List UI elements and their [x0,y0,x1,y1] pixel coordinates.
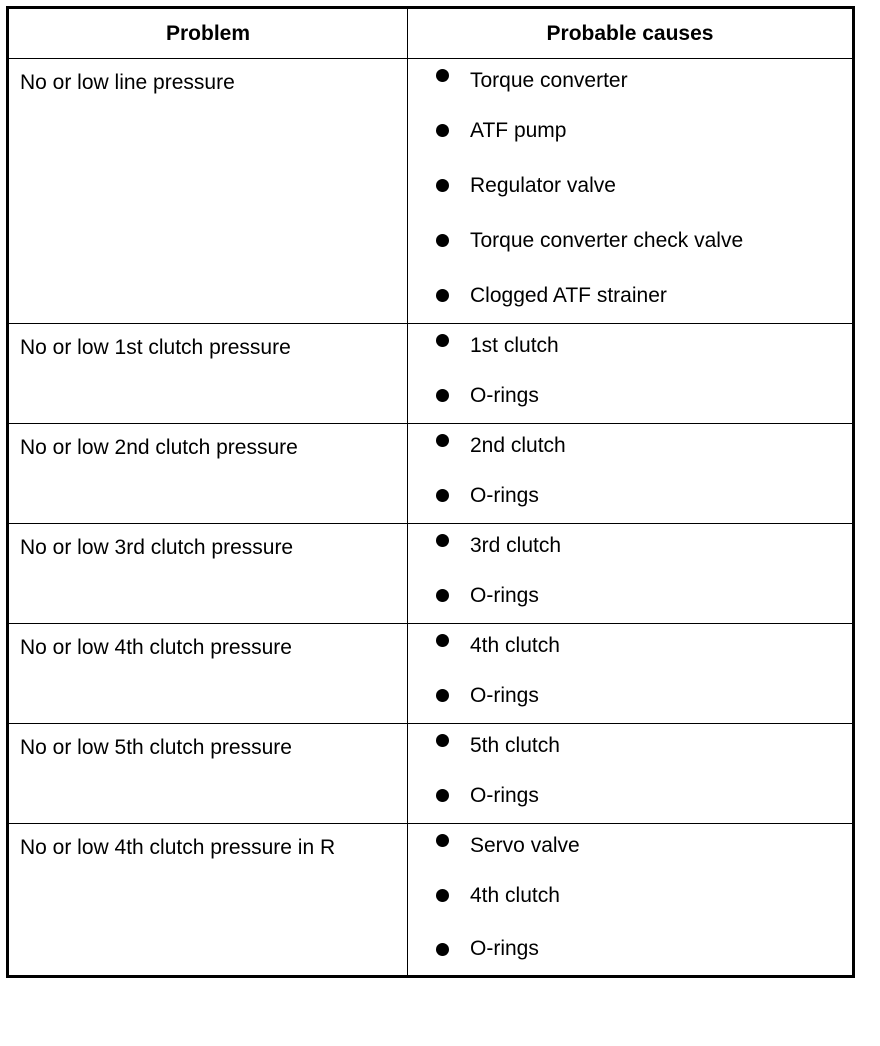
bullet-icon [436,589,449,602]
table-row [8,424,854,524]
bullet-icon [436,943,449,956]
cause-text: 3rd clutch [470,534,562,557]
problem-cell: No or low 3rd clutch pressure [8,524,408,624]
bullet-icon [436,689,449,702]
bullet-icon [436,389,449,402]
header-problem: Problem [8,8,408,59]
cause-text: 4th clutch [470,883,560,907]
problem-cell: No or low 4th clutch pressure in R [8,824,408,977]
causes-cell [408,724,854,824]
bullet-icon [436,234,449,247]
bullet-icon [436,889,449,902]
bullet-icon [436,634,449,647]
problem-cell: No or low 1st clutch pressure [8,324,408,424]
cause-list [436,431,852,523]
cause-text: O-rings [470,383,539,407]
cause-item [436,431,852,468]
cause-item [436,66,852,103]
bullet-icon [436,489,449,502]
cause-text: 1st clutch [470,334,559,357]
table-row [8,524,854,624]
problem-cell: No or low line pressure [8,59,408,324]
table-row [8,824,854,977]
cause-text: O-rings [470,937,539,960]
cause-text: 4th clutch [470,634,560,657]
cause-text: 5th clutch [470,734,560,757]
header-row [8,8,854,59]
cause-item [436,158,852,213]
cause-item [436,103,852,158]
troubleshooting-table [6,6,855,978]
cause-item [436,331,852,368]
cause-text: ATF pump [470,118,567,142]
cause-text: Torque converter check valve [470,228,744,252]
cause-list [436,531,852,623]
causes-cell [408,824,854,977]
cause-text: Clogged ATF strainer [470,283,667,307]
bullet-icon [436,534,449,547]
bullet-icon [436,434,449,447]
bullet-icon [436,124,449,137]
cause-text: 2nd clutch [470,434,566,457]
cause-list [436,831,852,975]
problem-cell: No or low 4th clutch pressure [8,624,408,724]
problem-cell: No or low 5th clutch pressure [8,724,408,824]
bullet-icon [436,289,449,302]
causes-cell [408,424,854,524]
cause-text: O-rings [470,483,539,507]
header-probable-causes: Probable causes [408,8,854,59]
cause-item [436,923,852,975]
table-row [8,59,854,324]
causes-cell [408,59,854,324]
problem-cell: No or low 2nd clutch pressure [8,424,408,524]
cause-text: O-rings [470,683,539,707]
cause-item [436,831,852,868]
cause-item [436,468,852,523]
causes-cell [408,524,854,624]
cause-list [436,331,852,423]
cause-list [436,66,852,323]
cause-item [436,531,852,568]
table-body [8,59,854,977]
bullet-icon [436,179,449,192]
cause-text: Servo valve [470,834,580,857]
cause-item [436,768,852,823]
causes-cell [408,324,854,424]
cause-text: O-rings [470,783,539,807]
cause-item [436,731,852,768]
cause-item [436,668,852,723]
table-row [8,324,854,424]
cause-text: Torque converter [470,69,628,92]
causes-cell [408,624,854,724]
cause-item [436,368,852,423]
cause-item [436,213,852,268]
bullet-icon [436,334,449,347]
bullet-icon [436,734,449,747]
bullet-icon [436,789,449,802]
cause-text: Regulator valve [470,173,616,197]
table-row [8,724,854,824]
cause-item [436,631,852,668]
bullet-icon [436,834,449,847]
cause-item [436,568,852,623]
cause-item [436,868,852,923]
cause-list [436,631,852,723]
cause-item [436,268,852,323]
bullet-icon [436,69,449,82]
cause-list [436,731,852,823]
cause-text: O-rings [470,583,539,607]
table-row [8,624,854,724]
